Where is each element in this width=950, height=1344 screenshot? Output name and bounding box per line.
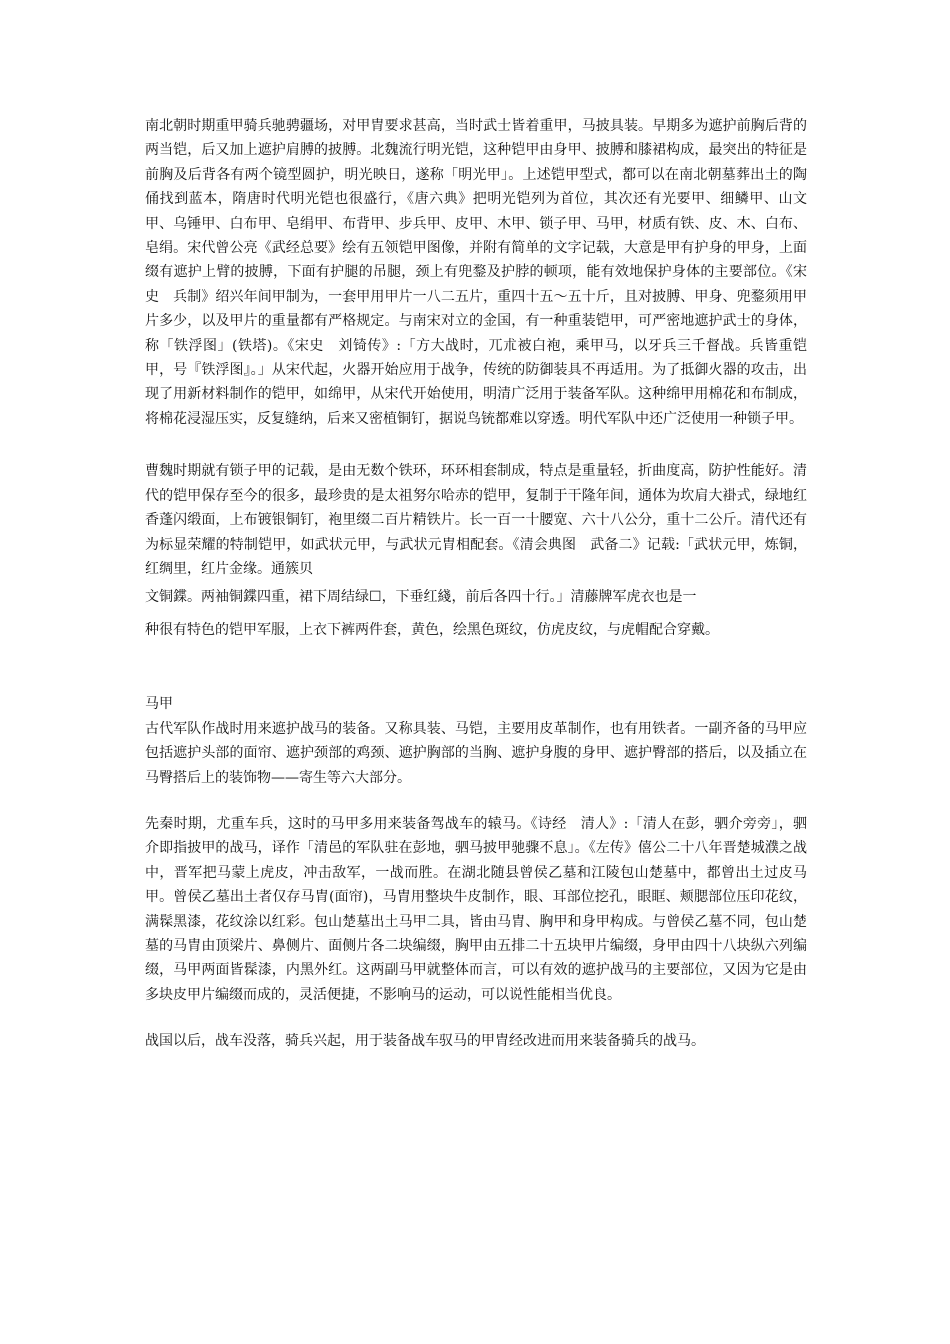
line-text-b: ，下垂红綫，前后各四十行。」清藤牌军虎衣也是一	[381, 589, 697, 606]
section-gap	[145, 647, 807, 692]
paragraph-armor-history: 南北朝时期重甲骑兵驰骋疆场，对甲胄要求甚高，当时武士皆着重甲，马披具装。早期多为遮护前胸后背的两当铠，后又加上遮护肩膊的披膊。北魏流行明光铠，这种铠甲由身甲、披膊和膝裙构成，最突出的特征是前胸及后背各有两个镜型圆护，明光映日，遂称「明光甲」。上述铠甲型式，都可以在南北朝墓葬出土的陶俑找到蓝本，隋唐时代明光铠也很盛行，《唐六典》把明光铠列为首位，其次还有光要甲、细鳞甲、山文甲、乌锤甲、白布甲、皂绢甲、布背甲、步兵甲、皮甲、木甲、锁子甲、马甲，材质有铁、皮、木、白布、皂绢。宋代曾公亮《武经总要》绘有五领铠甲图像，并附有简单的文字记载，大意是甲有护身的甲身，上面缀有遮护上臂的披膊，下面有护腿的吊腿，颈上有兜鍪及护脖的顿项，能有效地保护身体的主要部位。《宋史 兵制》绍兴年间甲制为，一套甲用甲片一八二五片，重四十五～五十斤，且对披膊、甲身、兜鍪须用甲片多少，以及甲片的重量都有严格规定。与南宋对立的金国，有一种重装铠甲，可严密地遮护武士的身体，称「铁浮图」(铁塔)。《宋史 刘锜传》:「方大战时，兀朮被白袍，乘甲马，以牙兵三千督战。兵皆重铠甲，号『铁浮图』。」从宋代起，火器开始应用于战争，传统的防御装具不再适用。为了抵御火器的攻击，出现了用新材料制作的铠甲，如绵甲，从宋代开始使用，明清广泛用于装备军队。这种绵甲用棉花和布制成，将棉花浸湿压实，反复缝纳，后来又密植铜钉，据说鸟铳都难以穿透。明代军队中还广泛使用一种锁子甲。	[145, 118, 807, 427]
line-text-a: 文铜鍱。两袖铜鍱四重，裙下周结绿	[145, 589, 369, 606]
paragraph-warring-states: 战国以后，战车没落，骑兵兴起，用于装备战车驭马的甲胄经改进而用来装备骑兵的战马。	[145, 1033, 705, 1050]
missing-glyph-box: ☐	[369, 589, 382, 606]
paragraph-chain-mail	[145, 459, 807, 647]
paragraph-horse-armor-definition: 古代军队作战时用来遮护战马的装备。又称具装、马铠，主要用皮革制作，也有用铁者。一副齐备的马甲应包括遮护头部的面帘、遮护颈部的鸡颈、遮护胸部的当胸、遮护身腹的身甲、遮护臀部的搭后，以及插立在马臀搭后上的装饰物——寄生等六大部分。	[145, 720, 807, 786]
paragraph-chain-mail-line-3: 种很有特色的铠甲军服，上衣下裤两件套，黄色，绘黑色斑纹，仿虎皮纹，与虎帽配合穿戴。	[145, 622, 719, 639]
document-body	[145, 114, 807, 1054]
paragraph-gap	[145, 1007, 807, 1029]
paragraph-chain-mail-line-2	[145, 581, 807, 614]
section-heading-horse-armor: 马甲	[145, 696, 173, 713]
paragraph-gap	[145, 431, 807, 459]
paragraph-gap	[145, 790, 807, 812]
paragraph-chain-mail-text: 曹魏时期就有锁子甲的记载，是由无数个铁环，环环相套制成，特点是重量轻，折曲度高，防护性能好。清代的铠甲保存至今的很多，最珍贵的是太祖努尔哈赤的铠甲，复制于干隆年间，通体为坎肩大褂式，绿地红香蓬闪缎面，上布镀银铜钉，袍里缀二百片精铁片。长一百一十腰宽、六十八公分，重十二公斤。清代还有为标显荣耀的特制铠甲，如武状元甲，与武状元胄相配套。《清会典图 武备二》记载:「武状元甲，炼铜，红绸里，红片金缘。通簇贝	[145, 463, 807, 577]
paragraph-pre-qin: 先秦时期，尤重车兵，这时的马甲多用来装备驾战车的辕马。《诗经 清人》:「清人在彭，驷介旁旁」，驷介即指披甲的战马，译作「清邑的军队驻在彭地，驷马披甲驰骤不息」。《左传》僖公二十八年晋楚城濮之战中，晋军把马蒙上虎皮，冲击敌军，一战而胜。在湖北随县曾侯乙墓和江陵包山楚墓中，都曾出土过皮马甲。曾侯乙墓出土者仅存马胄(面帘)，马胄用整块牛皮制作，眼、耳部位挖孔，眼眶、颊腮部位压印花纹，满髹黑漆，花纹涂以红彩。包山楚墓出土马甲二具，皆由马胄、胸甲和身甲构成。与曾侯乙墓不同，包山楚墓的马胄由顶梁片、鼻侧片、面侧片各二块编缀，胸甲由五排二十五块甲片编缀，身甲由四十八块纵六列编缀，马甲两面皆髹漆，内黑外红。这两副马甲就整体而言，可以有效的遮护战马的主要部位，又因为它是由多块皮甲片编缀而成的，灵活便捷，不影响马的运动，可以说性能相当优良。	[145, 815, 807, 1003]
